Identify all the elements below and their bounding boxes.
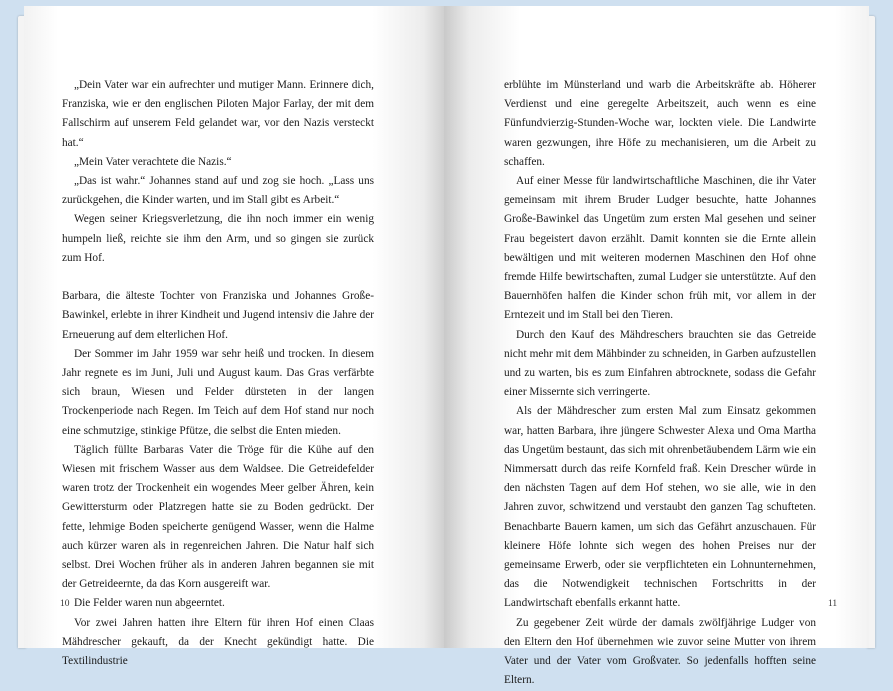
paragraph: „Das ist wahr.“ Johannes stand auf und zog sie hoch. „Lass uns zurückgehen, die Kinder warten, und im Stall gibt es Arbeit.“ <box>62 175 374 207</box>
paragraph: Auf einer Messe für landwirtschaftliche Maschinen, die ihr Vater gemeinsam mit ihrem Bruder Ludger besuchte, hatte Johannes Große-Bawinkel das Ungetüm zum ersten Mal gesehen und seiner Frau begeistert davon erzählt. Damit konnten sie die Ernte allein bewältigen und mit weiteren modernen Maschinen den Hof ohne fremde Hilfe bewirtschaften, zumal Ludger sie unterstützte. Auf den Bauernhöfen halfen die Kinder schon früh mit, vor allem in der Erntezeit und im Stall bei den Tieren. <box>504 175 816 322</box>
paragraph: Der Sommer im Jahr 1959 war sehr heiß und trocken. In diesem Jahr regnete es im Juni, Juli und August kaum. Das Gras verfärbte sich braun, Wiesen und Felder dürsteten in der langen Trockenperiode nach Regen. Im Teich auf dem Hof stand nur noch eine schmutzige, stinkige Pfütze, die selbst die Enten mieden. <box>62 347 374 437</box>
right-page <box>444 6 869 687</box>
paragraph: Täglich füllte Barbaras Vater die Tröge für die Kühe auf den Wiesen mit frischem Wasser aus dem Waldsee. Die Getreidefelder waren trotz der Trockenheit ein wogendes Meer gelber Ähren, kein Gewittersturm oder Platzregen hatte sie zu Boden gedrückt. Der fette, lehmige Boden speicherte genügend Wasser, wenn die Halme auch kürzer waren als in regenreichen Jahren. Die Natur half sich selbst. Drei Wochen früher als in anderen Jahren begannen sie mit der Getreideernte, da das Korn ausgereift war. <box>62 443 374 591</box>
left-page <box>24 6 449 668</box>
paragraph: Wegen seiner Kriegsverletzung, die ihn noch immer ein wenig humpeln ließ, reichte sie ihm den Arm, und so gingen sie zurück zum Hof. <box>62 213 374 264</box>
right-page-text <box>504 76 816 691</box>
paragraph: Durch den Kauf des Mähdreschers brauchten sie das Getreide nicht mehr mit dem Mähbinder zu schneiden, in Garben aufzustellen und zu warten, bis es zum Einfahren abtrocknete, sodass die Gefahr einer Missernte sich verringerte. <box>504 328 816 399</box>
paragraph: erblühte im Münsterland und warb die Arbeitskräfte ab. Höherer Verdienst und eine geregelte Arbeitszeit, auch wenn es eine Fünfundvierzig-Stunden-Woche war, lockten viele. Die Landwirte waren gezwungen, ihre Höfe zu mechanisieren, um die Arbeit zu schaffen. <box>504 79 816 168</box>
paragraph: „Mein Vater verachtete die Nazis.“ <box>74 155 232 168</box>
paragraph: Barbara, die älteste Tochter von Franziska und Johannes Große-Bawinkel, erlebte in ihrer Kindheit und Jugend intensiv die Jahre der Erneuerung auf dem elterlichen Hof. <box>62 290 374 341</box>
paragraph: Als der Mähdrescher zum ersten Mal zum Einsatz gekommen war, hatten Barbara, ihre jüngere Schwester Alexa und Oma Martha das Ungetüm bestaunt, das sich mit ohrenbetäubendem Lärm wie ein Nimmersatt durch das reife Kornfeld fraß. Kein Drescher würde in den nächsten Tagen auf dem Hof stehen, wo sie alle, wie in den Jahren zuvor, schwitzend und verstaubt den ganzen Tag schufteten. Benachbarte Bauern kamen, um sich das Gefährt anzuschauen. Für kleinere Höfe lohnte sich wegen des hohen Preises nur der gemeinsame Erwerb, oder sie verpflichteten ein Lohnunternehmen, das die Notwendigkeit technischen Fortschritts in der Landwirtschaft ebenfalls erkannt hatte. <box>504 405 816 610</box>
paragraph: Zu gegebener Zeit würde der damals zwölfjährige Ludger von den Eltern den Hof übernehmen wie zuvor seine Mutter von ihrem Vater und der Vater vom Großvater. So jedenfalls hofften seine Eltern. <box>504 616 816 687</box>
left-page-text <box>62 76 374 671</box>
paragraph: Die Felder waren nun abgeerntet. <box>74 597 225 610</box>
page-number-left: 10 <box>60 599 70 609</box>
paragraph: „Dein Vater war ein aufrechter und mutiger Mann. Erinnere dich, Franziska, wie er den englischen Piloten Major Farlay, der mit dem Fallschirm auf unserem Feld gelandet war, vor den Nazis versteckt hat.“ <box>62 79 374 149</box>
paragraph: Vor zwei Jahren hatten ihre Eltern für ihren Hof einen Claas Mähdrescher gekauft, da der Knecht gekündigt hatte. Die Textilindustrie <box>62 616 374 668</box>
page-number-right: 11 <box>828 599 838 609</box>
open-book <box>18 6 875 687</box>
